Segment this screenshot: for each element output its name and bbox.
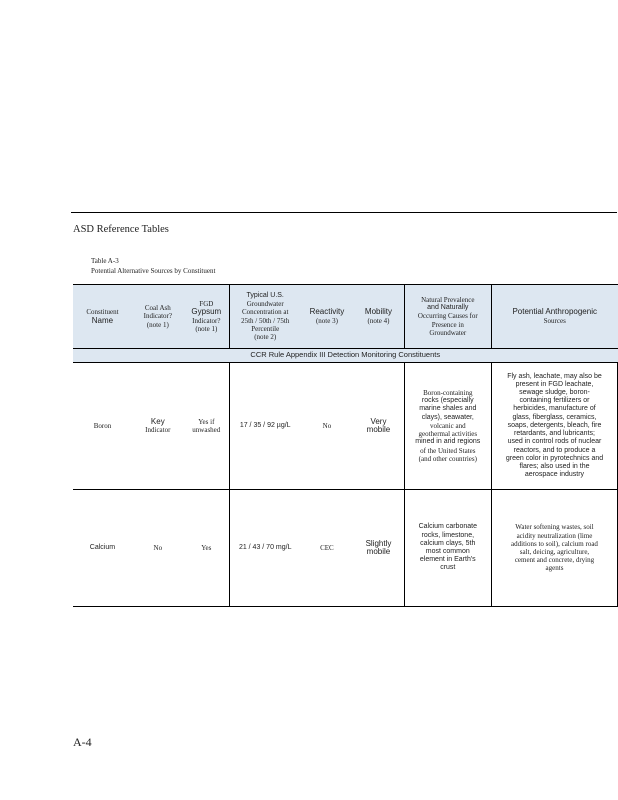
- cell-fgd-indicator: Yes if unwashed: [184, 363, 230, 490]
- table-number: Table A-3: [91, 257, 119, 265]
- header-rule: [71, 212, 617, 213]
- cell-mobility: Very mobile: [353, 363, 404, 490]
- table-caption: Potential Alternative Sources by Constituent: [91, 267, 216, 275]
- cell-fgd-indicator: Yes: [184, 490, 230, 607]
- page-number: A-4: [73, 735, 92, 749]
- col-header-coal-ash-indicator: Coal Ash Indicator? (note 1): [132, 285, 184, 349]
- header-row: [73, 285, 618, 349]
- section-title: ASD Reference Tables: [73, 224, 169, 235]
- cell-mobility: Slightly mobile: [353, 490, 404, 607]
- cell-constituent-name: Boron: [73, 363, 132, 490]
- col-header-mobility: Mobility (note 4): [353, 285, 404, 349]
- cell-anthropogenic-sources: Fly ash, leachate, may also be present in FGD leachate, sewage sludge, boron- containing fertilizers or herbicides, manufacture of glass, fiberglass, ceramics, soaps, detergents, bleach, fire retardants, and lubricants; used in control rods of nuclear reactors, and to produce a green color in pyrotechnics and flares; also used in the aerospace industry: [491, 363, 617, 490]
- cell-constituent-name: Calcium: [73, 490, 132, 607]
- band-label: CCR Rule Appendix III Detection Monitoring Constituents: [73, 349, 618, 363]
- cell-reactivity: No: [301, 363, 354, 490]
- band-row: [73, 349, 618, 363]
- cell-natural-prevalence: Boron-containing rocks (especially marine shales and clays), seawater, volcanic and geothermal activities mined in arid regions of the United States (and other countries): [404, 363, 491, 490]
- cell-natural-prevalence: Calcium carbonate rocks, limestone, calcium clays, 5th most common element in Earth's crust: [404, 490, 491, 607]
- col-header-reactivity: Reactivity (note 3): [301, 285, 354, 349]
- cell-coal-ash-indicator: No: [132, 490, 184, 607]
- table-label: [91, 256, 215, 276]
- cell-typical-concentration: 17 / 35 / 92 µg/L: [229, 363, 300, 490]
- table-row: [73, 490, 618, 607]
- col-header-typical-concentration: Typical U.S. Groundwater Concentration at 25th / 50th / 75th Percentile (note 2): [229, 285, 300, 349]
- col-header-anthropogenic-sources: Potential Anthropogenic Sources: [491, 285, 617, 349]
- cell-typical-concentration: 21 / 43 / 70 mg/L: [229, 490, 300, 607]
- constituent-table: [73, 284, 618, 607]
- cell-reactivity: CEC: [301, 490, 354, 607]
- col-header-natural-prevalence: Natural Prevalence and Naturally Occurring Causes for Presence in Groundwater: [404, 285, 491, 349]
- col-header-constituent-name: Constituent Name: [73, 285, 132, 349]
- cell-coal-ash-indicator: Key Indicator: [132, 363, 184, 490]
- cell-anthropogenic-sources: Water softening wastes, soil acidity neutralization (lime additions to soil), calcium road salt, deicing, agriculture, cement and concrete, drying agents: [491, 490, 617, 607]
- table-row: [73, 363, 618, 490]
- col-header-fgd-gypsum-indicator: FGD Gypsum Indicator? (note 1): [184, 285, 230, 349]
